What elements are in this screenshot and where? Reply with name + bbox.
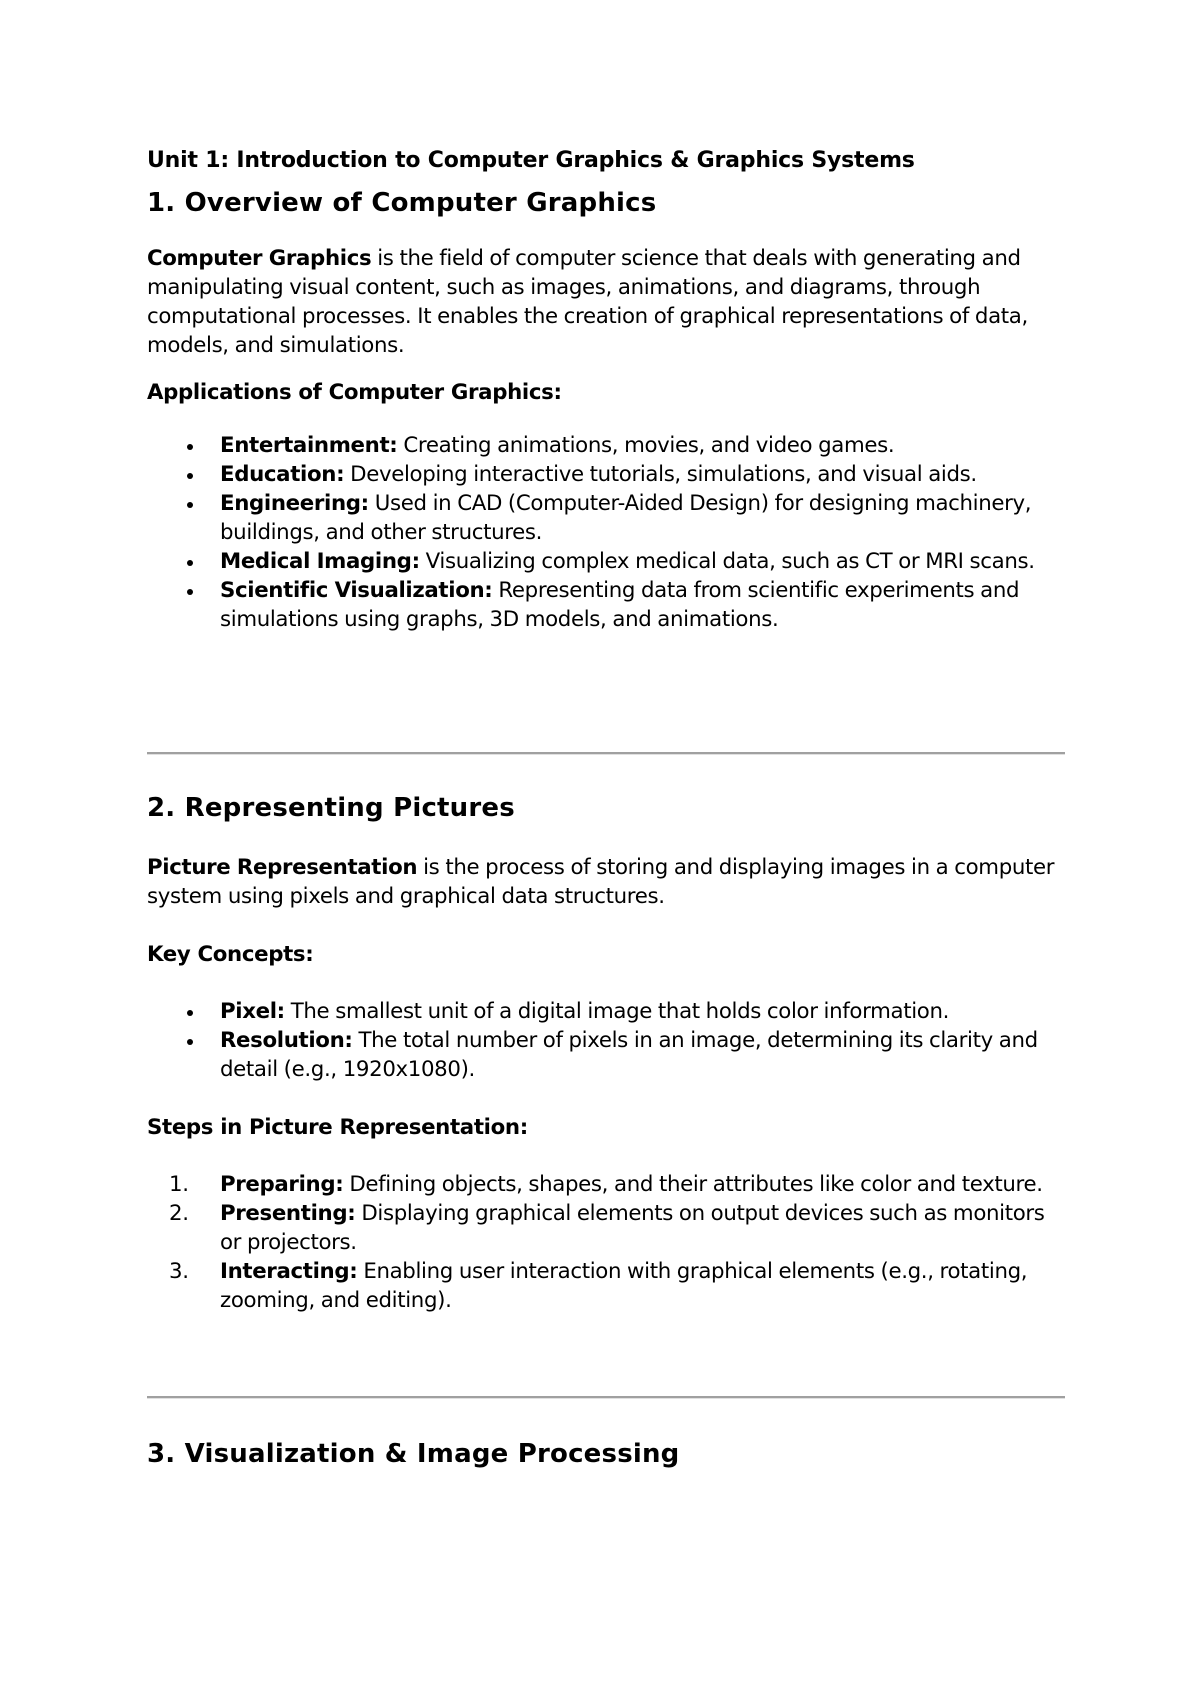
item-text: Enabling user interaction with graphical elements (e.g., rotating, zooming, and editing). (220, 1259, 1028, 1313)
applications-subheading: Applications of Computer Graphics: (147, 380, 562, 405)
item-term: Scientific Visualization: (220, 578, 493, 603)
term-picture-representation: Picture Representation (147, 855, 418, 880)
steps-list (147, 1170, 1067, 1315)
overview-text: is the field of computer science that deals with generating and manipulating visual content, such as images, animations, and diagrams, through computational processes. It enables the creation of graphical representations of data, models, and simulations. (147, 246, 1028, 358)
list-item (147, 431, 1067, 460)
step-number: 2. (169, 1201, 189, 1226)
item-text: Visualizing complex medical data, such as CT or MRI scans. (419, 549, 1035, 574)
item-term: Presenting: (220, 1201, 356, 1226)
item-term: Education: (220, 462, 345, 487)
list-item (147, 1257, 1067, 1315)
item-term: Entertainment: (220, 433, 398, 458)
item-term: Preparing: (220, 1172, 344, 1197)
overview-paragraph (147, 244, 1067, 360)
section-heading-representing-pictures: 2. Representing Pictures (147, 793, 515, 823)
picture-representation-paragraph (147, 853, 1067, 911)
item-term: Pixel: (220, 999, 285, 1024)
section-heading-overview: 1. Overview of Computer Graphics (147, 188, 657, 218)
item-text: Defining objects, shapes, and their attributes like color and texture. (343, 1172, 1043, 1197)
section-divider (147, 1396, 1065, 1399)
item-text: The total number of pixels in an image, determining its clarity and detail (e.g., 1920x1080). (220, 1028, 1038, 1082)
step-number: 1. (169, 1172, 189, 1197)
item-text: Used in CAD (Computer-Aided Design) for designing machinery, buildings, and other structures. (220, 491, 1032, 545)
key-concepts-list (147, 997, 1067, 1084)
document-title: Unit 1: Introduction to Computer Graphics & Graphics Systems (147, 148, 915, 173)
list-item (147, 576, 1067, 634)
list-item (147, 1170, 1067, 1199)
item-text: Developing interactive tutorials, simulations, and visual aids. (344, 462, 977, 487)
list-item (147, 489, 1067, 547)
key-concepts-subheading: Key Concepts: (147, 942, 314, 967)
section-heading-visualization: 3. Visualization & Image Processing (147, 1439, 680, 1469)
item-term: Interacting: (220, 1259, 358, 1284)
list-item (147, 997, 1067, 1026)
step-number: 3. (169, 1259, 189, 1284)
term-computer-graphics: Computer Graphics (147, 246, 372, 271)
item-term: Medical Imaging: (220, 549, 420, 574)
list-item (147, 460, 1067, 489)
steps-subheading: Steps in Picture Representation: (147, 1115, 528, 1140)
list-item (147, 547, 1067, 576)
applications-list (147, 431, 1067, 634)
item-term: Resolution: (220, 1028, 353, 1053)
list-item (147, 1026, 1067, 1084)
item-text: Representing data from scientific experiments and simulations using graphs, 3D models, and animations. (220, 578, 1020, 632)
list-item (147, 1199, 1067, 1257)
picture-representation-text: is the process of storing and displaying images in a computer system using pixels and graphical data structures. (147, 855, 1055, 909)
item-term: Engineering: (220, 491, 369, 516)
item-text: Displaying graphical elements on output devices such as monitors or projectors. (220, 1201, 1045, 1255)
section-divider (147, 752, 1065, 755)
item-text: Creating animations, movies, and video games. (397, 433, 895, 458)
item-text: The smallest unit of a digital image that holds color information. (284, 999, 950, 1024)
